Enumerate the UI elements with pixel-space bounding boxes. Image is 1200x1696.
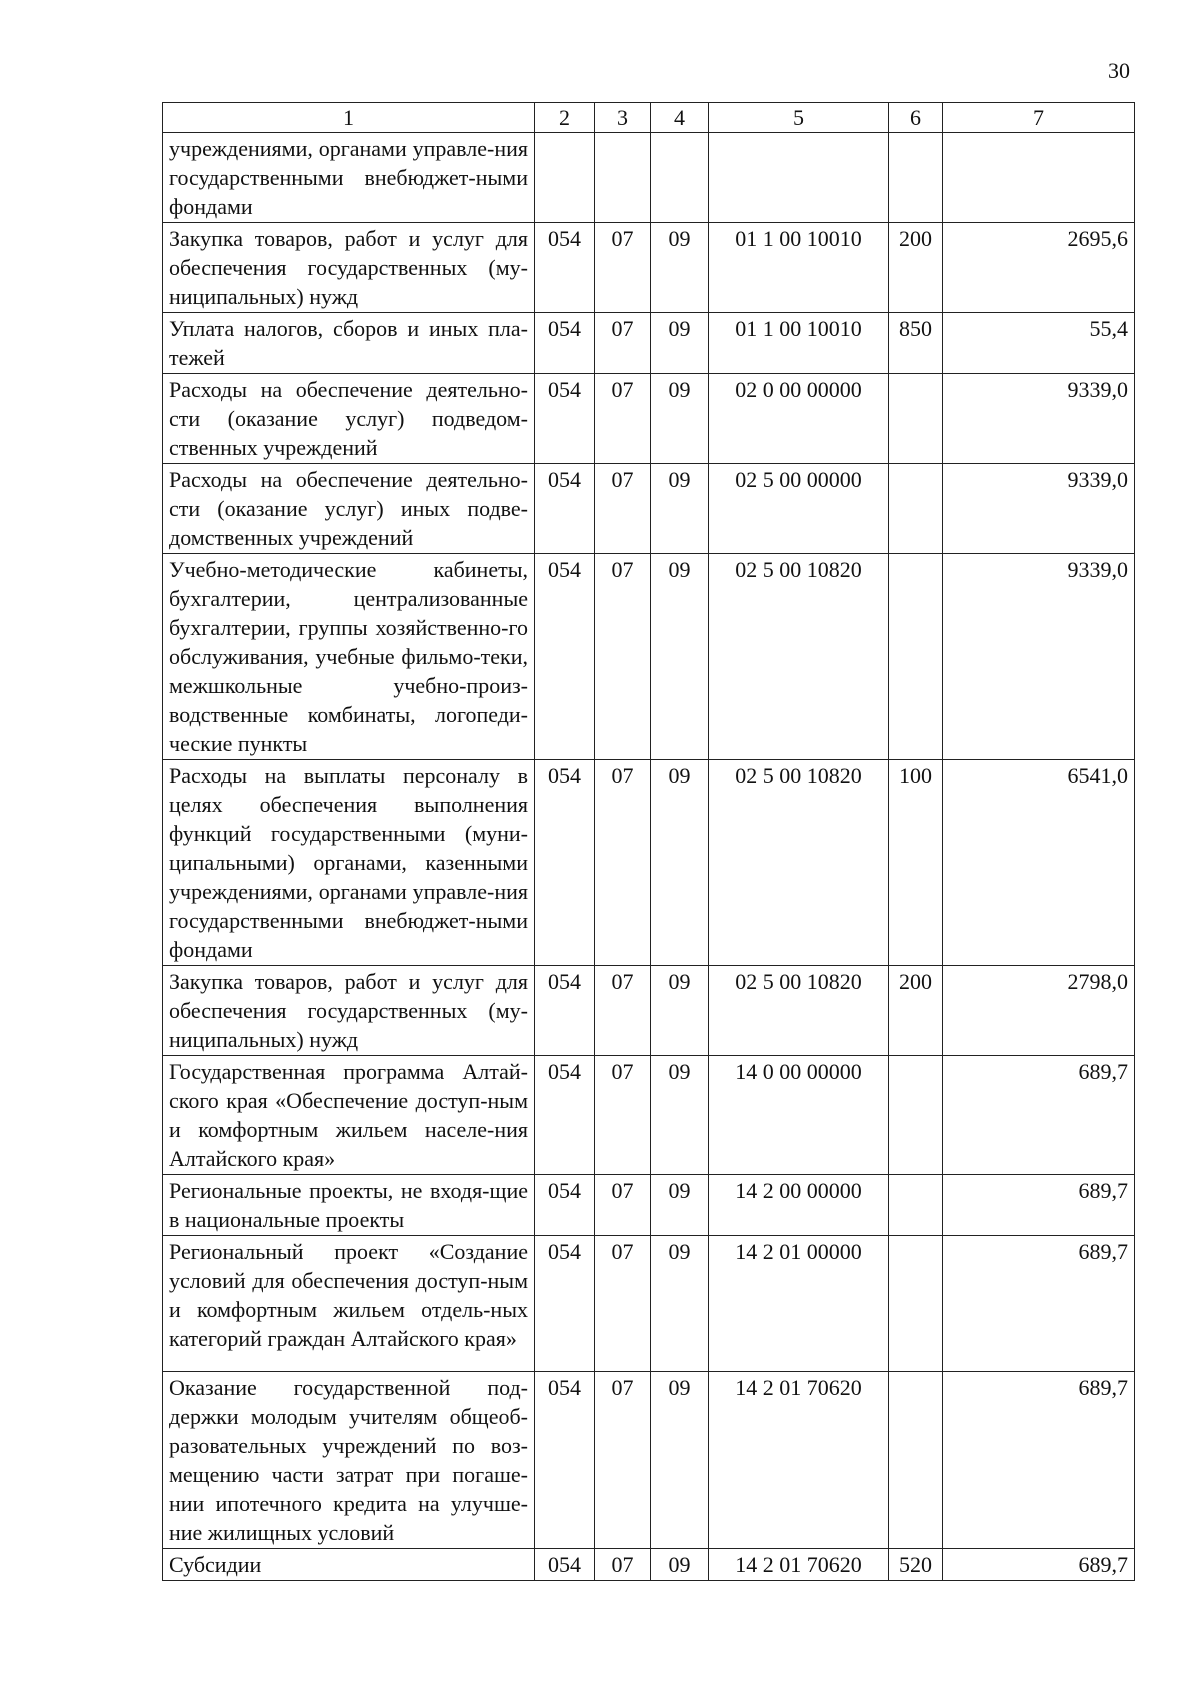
cell-name: Региональные проекты, не входя-щие в национальные проекты <box>163 1175 535 1236</box>
table-row <box>163 1175 1135 1236</box>
cell-target-article: 01 1 00 10010 <box>709 313 889 374</box>
cell-name: учреждениями, органами управле-ния государственными внебюджет-ными фондами <box>163 133 535 223</box>
cell-grbs: 054 <box>535 313 595 374</box>
cell-amount: 689,7 <box>943 1372 1135 1549</box>
cell-name: Государственная программа Алтай-ского края «Обеспечение доступ-ным и комфортным жильем населе-ния Алтайского края» <box>163 1056 535 1175</box>
cell-expense-type <box>889 133 943 223</box>
cell-grbs: 054 <box>535 1056 595 1175</box>
cell-amount: 2798,0 <box>943 966 1135 1056</box>
table-row <box>163 133 1135 223</box>
cell-grbs <box>535 133 595 223</box>
cell-amount: 9339,0 <box>943 554 1135 760</box>
cell-section: 07 <box>595 966 651 1056</box>
cell-target-article: 14 2 00 00000 <box>709 1175 889 1236</box>
table-row <box>163 1372 1135 1549</box>
header-row <box>163 103 1135 133</box>
cell-section: 07 <box>595 223 651 313</box>
table-row <box>163 374 1135 464</box>
cell-grbs: 054 <box>535 760 595 966</box>
cell-subsection: 09 <box>651 464 709 554</box>
cell-expense-type <box>889 374 943 464</box>
cell-name: Субсидии <box>163 1549 535 1581</box>
cell-name: Уплата налогов, сборов и иных пла-тежей <box>163 313 535 374</box>
cell-target-article: 02 5 00 10820 <box>709 554 889 760</box>
cell-section: 07 <box>595 1236 651 1372</box>
cell-name: Закупка товаров, работ и услуг для обеспечения государственных (му-ниципальных) нужд <box>163 966 535 1056</box>
cell-amount: 6541,0 <box>943 760 1135 966</box>
column-header: 5 <box>709 103 889 133</box>
cell-subsection: 09 <box>651 313 709 374</box>
cell-subsection: 09 <box>651 554 709 760</box>
cell-amount: 689,7 <box>943 1175 1135 1236</box>
cell-grbs: 054 <box>535 223 595 313</box>
cell-section: 07 <box>595 1549 651 1581</box>
cell-target-article: 14 2 01 70620 <box>709 1372 889 1549</box>
cell-section: 07 <box>595 760 651 966</box>
cell-section: 07 <box>595 1175 651 1236</box>
cell-expense-type <box>889 1372 943 1549</box>
cell-expense-type: 200 <box>889 966 943 1056</box>
cell-target-article: 02 5 00 00000 <box>709 464 889 554</box>
cell-subsection: 09 <box>651 223 709 313</box>
cell-grbs: 054 <box>535 1372 595 1549</box>
cell-subsection: 09 <box>651 1372 709 1549</box>
table-body <box>163 133 1135 1581</box>
cell-target-article: 02 5 00 10820 <box>709 760 889 966</box>
cell-expense-type: 520 <box>889 1549 943 1581</box>
cell-section: 07 <box>595 313 651 374</box>
cell-grbs: 054 <box>535 374 595 464</box>
cell-grbs: 054 <box>535 966 595 1056</box>
column-header: 7 <box>943 103 1135 133</box>
cell-section: 07 <box>595 374 651 464</box>
cell-section: 07 <box>595 1372 651 1549</box>
cell-expense-type: 200 <box>889 223 943 313</box>
cell-expense-type: 850 <box>889 313 943 374</box>
cell-expense-type <box>889 554 943 760</box>
cell-target-article <box>709 133 889 223</box>
cell-subsection <box>651 133 709 223</box>
cell-name: Закупка товаров, работ и услуг для обеспечения государственных (му-ниципальных) нужд <box>163 223 535 313</box>
column-header: 2 <box>535 103 595 133</box>
cell-grbs: 054 <box>535 464 595 554</box>
cell-target-article: 02 5 00 10820 <box>709 966 889 1056</box>
cell-amount: 689,7 <box>943 1549 1135 1581</box>
cell-amount: 9339,0 <box>943 464 1135 554</box>
cell-target-article: 14 2 01 70620 <box>709 1549 889 1581</box>
cell-target-article: 01 1 00 10010 <box>709 223 889 313</box>
cell-name: Региональный проект «Создание условий для обеспечения доступ-ным и комфортным жильем отдель-ных категорий граждан Алтайского края» <box>163 1236 535 1372</box>
cell-target-article: 14 0 00 00000 <box>709 1056 889 1175</box>
cell-name: Учебно-методические кабинеты, бухгалтерии, централизованные бухгалтерии, группы хозяйственно-го обслуживания, учебные фильмо-теки, межшкольные учебно-произ-водственные комбинаты, логопеди-ческие пункты <box>163 554 535 760</box>
table-row <box>163 313 1135 374</box>
table-row <box>163 1236 1135 1372</box>
cell-amount: 2695,6 <box>943 223 1135 313</box>
table-row <box>163 554 1135 760</box>
cell-grbs: 054 <box>535 1549 595 1581</box>
cell-subsection: 09 <box>651 760 709 966</box>
cell-amount <box>943 133 1135 223</box>
table-row <box>163 760 1135 966</box>
table-row <box>163 1056 1135 1175</box>
cell-name: Оказание государственной под-держки молодым учителям общеоб-разовательных учреждений по воз-мещению части затрат при погаше-нии ипотечного кредита на улучше-ние жилищных условий <box>163 1372 535 1549</box>
cell-expense-type <box>889 1175 943 1236</box>
cell-amount: 689,7 <box>943 1236 1135 1372</box>
cell-amount: 9339,0 <box>943 374 1135 464</box>
cell-expense-type <box>889 1236 943 1372</box>
column-header: 1 <box>163 103 535 133</box>
cell-grbs: 054 <box>535 554 595 760</box>
cell-subsection: 09 <box>651 1056 709 1175</box>
cell-subsection: 09 <box>651 1175 709 1236</box>
cell-name: Расходы на обеспечение деятельно-сти (оказание услуг) подведом-ственных учреждений <box>163 374 535 464</box>
cell-name: Расходы на выплаты персоналу в целях обеспечения выполнения функций государственными (муни-ципальными) органами, казенными учреждениями, органами управле-ния государственными внебюджет-ными фондами <box>163 760 535 966</box>
column-header: 3 <box>595 103 651 133</box>
cell-subsection: 09 <box>651 1549 709 1581</box>
cell-section: 07 <box>595 554 651 760</box>
cell-grbs: 054 <box>535 1236 595 1372</box>
cell-target-article: 14 2 01 00000 <box>709 1236 889 1372</box>
table-row <box>163 464 1135 554</box>
page-number: 30 <box>1108 58 1130 83</box>
cell-section <box>595 133 651 223</box>
cell-section: 07 <box>595 464 651 554</box>
budget-table <box>162 102 1135 1581</box>
cell-target-article: 02 0 00 00000 <box>709 374 889 464</box>
cell-subsection: 09 <box>651 374 709 464</box>
cell-expense-type <box>889 1056 943 1175</box>
table-row <box>163 223 1135 313</box>
cell-expense-type: 100 <box>889 760 943 966</box>
table-row <box>163 1549 1135 1581</box>
cell-expense-type <box>889 464 943 554</box>
column-header: 4 <box>651 103 709 133</box>
cell-grbs: 054 <box>535 1175 595 1236</box>
table-row <box>163 966 1135 1056</box>
cell-subsection: 09 <box>651 1236 709 1372</box>
cell-subsection: 09 <box>651 966 709 1056</box>
cell-section: 07 <box>595 1056 651 1175</box>
cell-amount: 55,4 <box>943 313 1135 374</box>
cell-name: Расходы на обеспечение деятельно-сти (оказание услуг) иных подве-домственных учреждений <box>163 464 535 554</box>
cell-amount: 689,7 <box>943 1056 1135 1175</box>
column-header: 6 <box>889 103 943 133</box>
